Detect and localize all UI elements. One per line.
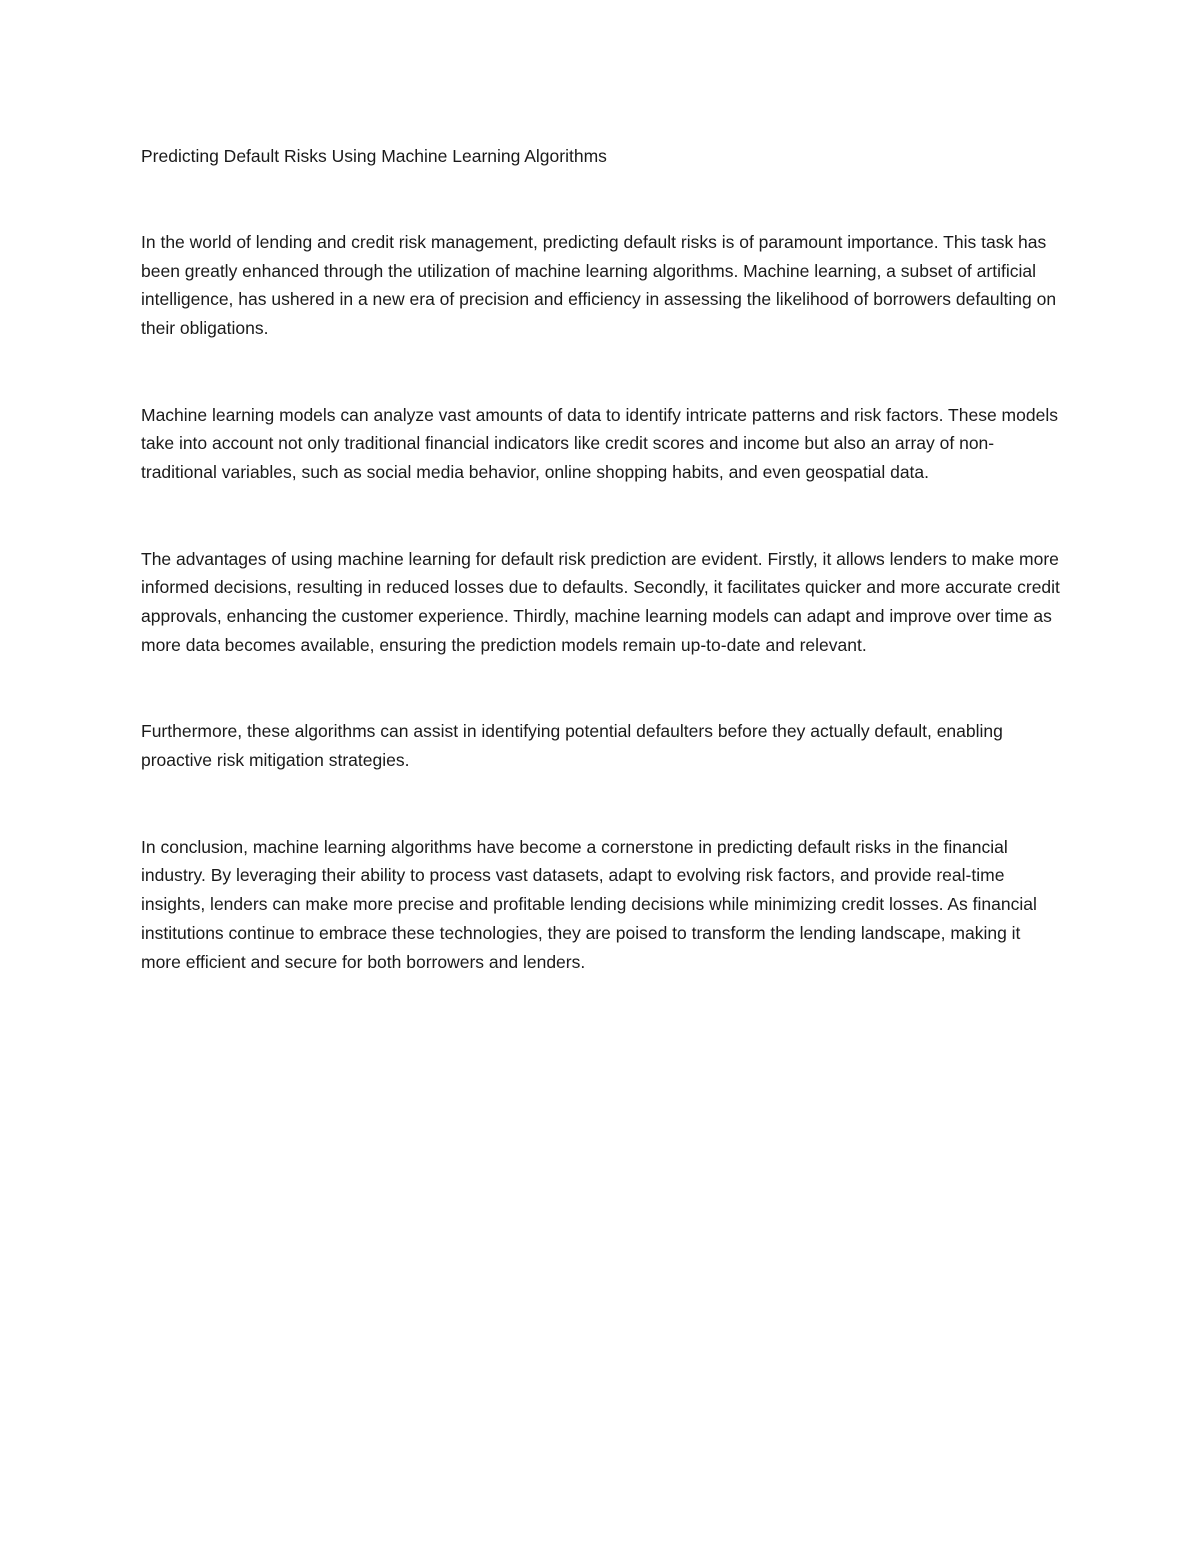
paragraph-advantages: The advantages of using machine learning for default risk prediction are evident. Firstly, it allows lenders to make more informed decisions, resulting in reduced losses due to defaults. Secondly, it facilitates quicker and more accurate credit approvals, enhancing the customer experience. Thirdly, machine learning models can adapt and improve over time as more data becomes available, ensuring the prediction models remain up-to-date and relevant. xyxy=(141,548,1060,655)
paragraph-conclusion: In conclusion, machine learning algorithms have become a cornerstone in predicting default risks in the financial industry. By leveraging their ability to process vast datasets, adapt to evolving risk factors, and provide real-time insights, lenders can make more precise and profitable lending decisions while minimizing credit losses. As financial institutions continue to embrace these technologies, they are poised to transform the lending landscape, making it more efficient and secure for both borrowers and lenders. xyxy=(141,836,1037,972)
document-body xyxy=(141,142,1061,977)
spacer xyxy=(141,171,1061,228)
spacer xyxy=(141,343,1061,401)
spacer xyxy=(141,775,1061,833)
paragraph-models: Machine learning models can analyze vast amounts of data to identify intricate patterns and risk factors. These models take into account not only traditional financial indicators like credit scores and income but also an array of non-traditional variables, such as social media behavior, online shopping habits, and even geospatial data. xyxy=(141,404,1058,483)
paragraph-furthermore: Furthermore, these algorithms can assist in identifying potential defaulters before they actually default, enabling proactive risk mitigation strategies. xyxy=(141,721,1003,771)
spacer xyxy=(141,660,1061,718)
spacer xyxy=(141,487,1061,545)
document-title: Predicting Default Risks Using Machine Learning Algorithms xyxy=(141,146,607,166)
paragraph-intro: In the world of lending and credit risk management, predicting default risks is of paramount importance. This task has been greatly enhanced through the utilization of machine learning algorithms. Machine learning, a subset of artificial intelligence, has ushered in a new era of precision and efficiency in assessing the likelihood of borrowers defaulting on their obligations. xyxy=(141,231,1057,339)
